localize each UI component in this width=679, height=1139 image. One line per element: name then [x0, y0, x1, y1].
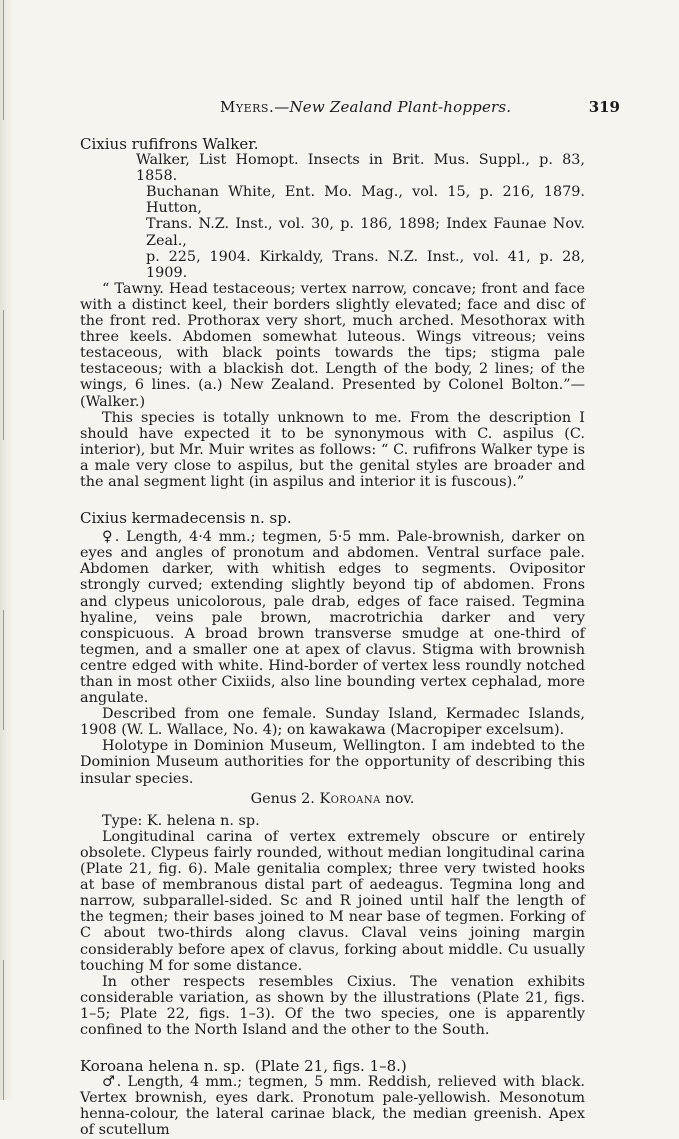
reference-line: p. 225, 1904. Kirkaldy, Trans. N.Z. Inst., vol. 41, p. 28, 1909. [146, 248, 585, 281]
binding-mark [3, 0, 4, 120]
article-body [80, 136, 585, 1139]
species-heading: Cixius rufifrons Walker. [80, 135, 259, 153]
running-title [220, 98, 511, 116]
article-title: —New Zealand Plant-hoppers. [274, 98, 512, 116]
holotype-note: Holotype in Dominion Museum, Wellington. I am indebted to the Dominion Museum authorities for the opportunity of describing this insular species. [80, 738, 585, 787]
page-binding-edge [0, 0, 14, 1100]
page-number: 319 [588, 98, 620, 116]
species-description: ♂. Length, 4 mm.; tegmen, 5 mm. Reddish, relieved with black. Vertex brownish, eyes dark. Pronotum pale-yellowish. Mesonotum henna-colour, the lateral carinae black, the median greenish. Apex of scutellum [80, 1074, 585, 1139]
genus-number: Genus 2. [250, 790, 315, 807]
plate-reference: (Plate 21, figs. 1–8.) [254, 1057, 407, 1076]
species-description: ♀. Length, 4·4 mm.; tegmen, 5·5 mm. Pale-brownish, darker on eyes and angles of pronotum and abdomen. Ventral surface pale. Abdomen darker, with whitish edges to segments. Ovipositor strongly curved; extending slightly beyond tip of abdomen. Frons and clypeus unicolorous, pale drab, edges of face raised. Tegmina hyaline, veins pale brown, macrotrichia darker and very conspicuous. A broad brown transverse smudge at one-third of tegmen, and a smaller one at apex of clavus. Stigma with brownish centre edged with white. Hind-border of vertex less roundly notched than in most other Cixiids, also line bounding vertex cephalad, more angulate. [80, 529, 585, 707]
reference-line: Walker, List Homopt. Insects in Brit. Mus. Suppl., p. 83, 1858. [136, 152, 585, 185]
genus-status: nov. [385, 790, 415, 807]
binding-mark [3, 960, 4, 1100]
reference-line: Trans. N.Z. Inst., vol. 30, p. 186, 1898; Index Faunae Nov. Zeal., [146, 216, 585, 249]
author-comment: This species is totally unknown to me. From the description I should have expected it to be synonymous with C. aspilus (C. interior), but Mr. Muir writes as follows: “ C. rufifrons Walker type is a male very close to aspilus, but the genital styles are broader and the anal segment light (in aspilus and interior it is fuscous).” [80, 409, 585, 490]
genus-type: Type: K. helena n. sp. [102, 812, 260, 829]
author-name: Myers. [220, 98, 275, 116]
original-description-quote: “ Tawny. Head testaceous; vertex narrow, concave; front and face with a distinct keel, their borders slightly elevated; face and disc of the front red. Prothorax very short, much arched. Mesothorax with three keels. Abdomen somewhat luteous. Wings vitreous; veins testaceous, with black points towards the tips; stigma pale testaceous; with a blackish dot. Length of the body, 2 lines; of the wings, 6 lines. (a.) New Zealand. Presented by Colonel Bolton.”—(Walker.) [80, 280, 585, 410]
genus-remarks: In other respects resembles Cixius. The venation exhibits considerable variation, as shown by the illustrations (Plate 21, figs. 1–5; Plate 22, figs. 1–3). Of the two species, one is apparently confined to the North Island and the other to the South. [80, 973, 585, 1038]
genus-heading [80, 791, 585, 807]
species-name: Koroana helena n. sp. [80, 1057, 246, 1076]
species-heading [80, 1058, 585, 1074]
reference-line: Buchanan White, Ent. Mo. Mag., vol. 15, p. 216, 1879. Hutton, [146, 184, 585, 217]
reference-list [136, 152, 585, 281]
binding-mark [3, 610, 4, 730]
species-heading: Cixius kermadecensis n. sp. [80, 509, 292, 528]
genus-description: Longitudinal carina of vertex extremely obscure or entirely obsolete. Clypeus fairly rounded, without median longitudinal carina (Plate 21, fig. 6). Male genitalia complex; three very twisted hooks at base of membranous distal part of aedeagus. Tegmina long and narrow, subparallel-sided. Sc and R joined until half the length of the tegmen; their bases joined to M near base of tegmen. Forking of C about two-thirds along clavus. Claval veins joining margin considerably before apex of clavus, forking about middle. Cu usually touching M for some distance. [80, 828, 585, 974]
genus-name: Koroana [319, 790, 381, 807]
material-examined: Described from one female. Sunday Island, Kermadec Islands, 1908 (W. L. Wallace, No. 4); on kawakawa (Macropiper excelsum). [80, 706, 585, 739]
running-header [60, 98, 620, 122]
binding-mark [3, 310, 4, 440]
